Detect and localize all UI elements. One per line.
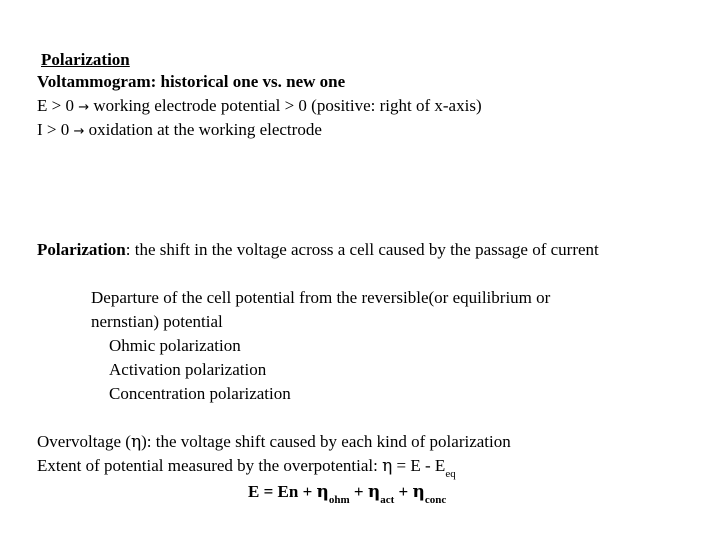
i-line-text: oxidation at the working electrode bbox=[88, 120, 322, 139]
arrow-right-icon: → bbox=[78, 100, 90, 115]
subscript-conc: conc bbox=[424, 494, 447, 506]
eta-symbol: η bbox=[367, 482, 381, 502]
subscript-act: act bbox=[380, 494, 395, 506]
arrow-right-icon: → bbox=[73, 124, 85, 139]
definition-text: : the shift in the voltage across a cell caused by the passage of current bbox=[125, 240, 599, 259]
extent-text: Extent of potential measured by the overpotential: bbox=[37, 456, 383, 475]
definition-term: Polarization bbox=[37, 240, 126, 259]
eta-symbol: η bbox=[316, 482, 329, 502]
slide-heading: Polarization bbox=[41, 50, 130, 69]
eta-symbol: η bbox=[382, 456, 393, 476]
polarization-type-concentration: Concentration polarization bbox=[109, 384, 291, 403]
voltammogram-line: Voltammogram: historical one vs. new one bbox=[37, 72, 346, 91]
subscript-ohm: ohm bbox=[328, 494, 350, 506]
polarization-type-activation: Activation polarization bbox=[109, 360, 267, 379]
overpotential-equation bbox=[248, 480, 446, 506]
e-positive-line bbox=[37, 94, 482, 120]
e-line-text: working electrode potential > 0 (positive: right of x-axis) bbox=[93, 96, 482, 115]
overvoltage-after: ): the voltage shift caused by each kind of polarization bbox=[141, 432, 511, 451]
i-positive-line bbox=[37, 118, 322, 144]
departure-line-1: Departure of the cell potential from the reversible(or equilibrium or bbox=[91, 288, 551, 307]
overvoltage-line bbox=[37, 430, 511, 454]
polarization-definition bbox=[37, 238, 684, 262]
equation-lhs: E = En + bbox=[248, 482, 317, 501]
eta-symbol: η bbox=[412, 482, 425, 502]
departure-line-2: nernstian) potential bbox=[91, 312, 223, 331]
extent-line bbox=[37, 454, 456, 480]
equation-plus: + bbox=[394, 482, 413, 501]
eta-symbol: η bbox=[130, 432, 142, 452]
equation-plus: + bbox=[349, 482, 368, 501]
overvoltage-before: Overvoltage ( bbox=[37, 432, 131, 451]
extent-subscript: eq bbox=[445, 468, 456, 480]
polarization-type-ohmic: Ohmic polarization bbox=[109, 336, 241, 355]
i-line-prefix: I > 0 bbox=[37, 120, 70, 139]
extent-eq: = E - E bbox=[392, 456, 446, 475]
e-line-prefix: E > 0 bbox=[37, 96, 74, 115]
